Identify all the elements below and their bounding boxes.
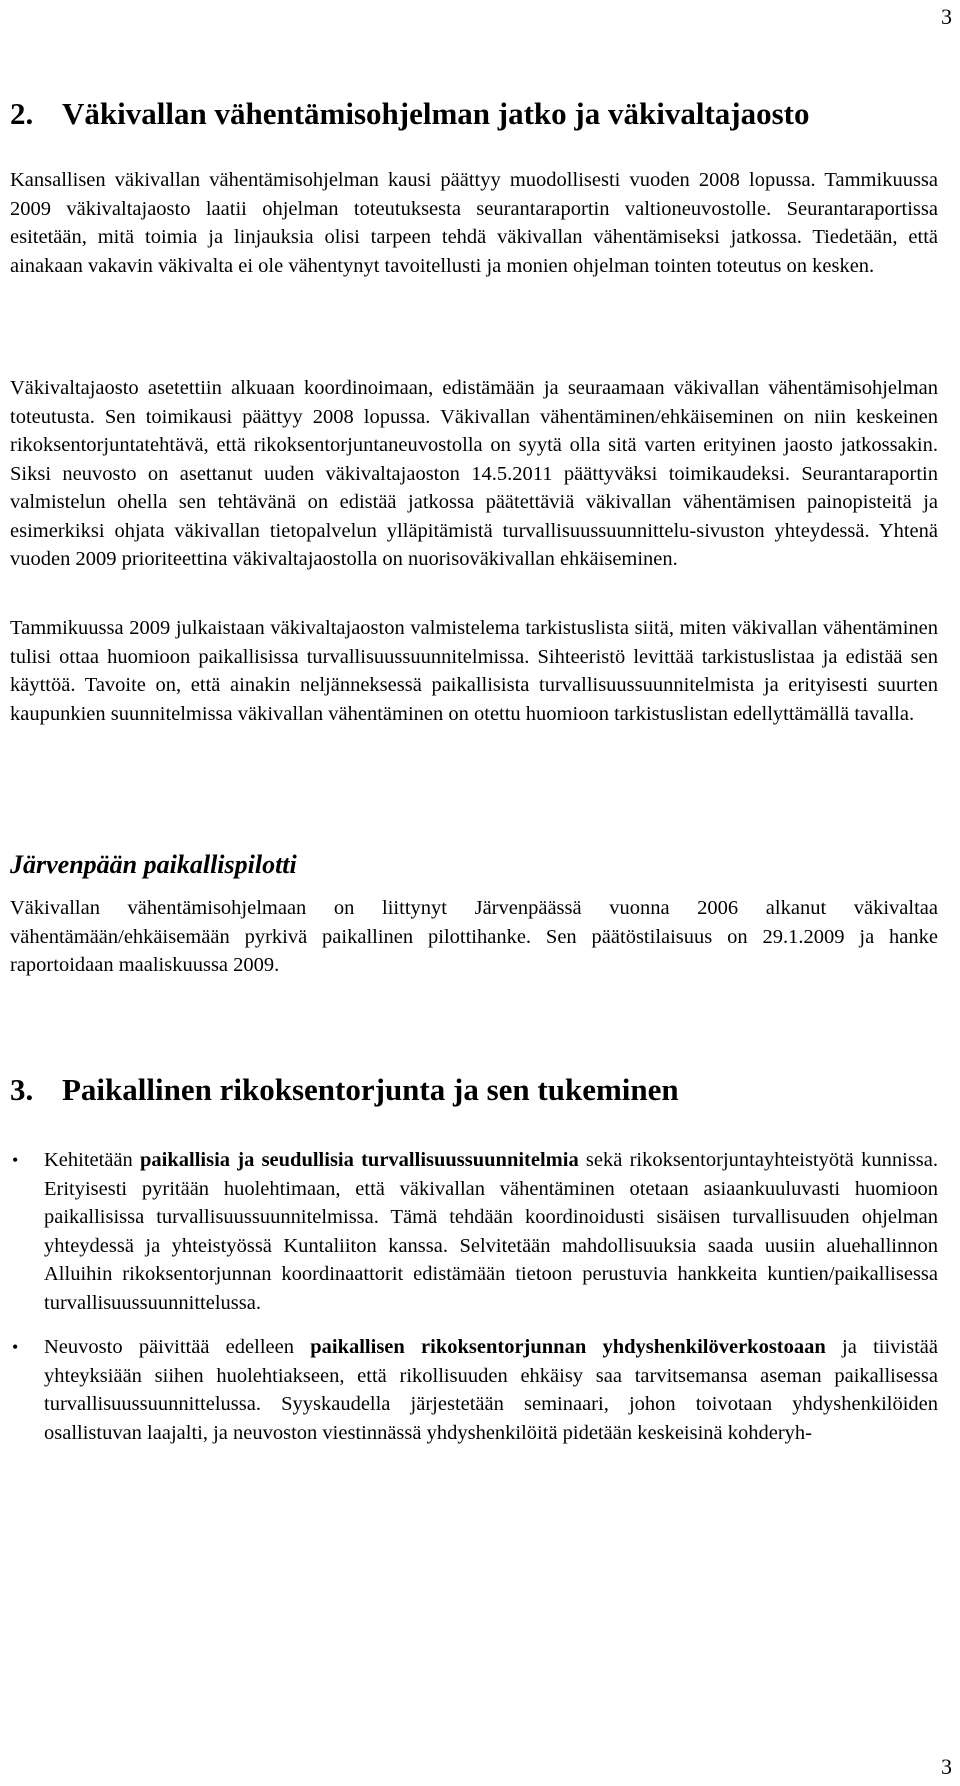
page-number-bottom: 3 (941, 1754, 952, 1779)
paragraph-violence-subcommittee: Väkivaltajaosto asetettiin alkuaan koordinoimaan, edistämään ja seuraamaan väkivallan vähentämisohjelman toteutusta. Sen toimikausi päättyy 2008 lopussa. Väkivallan vähentäminen/ehkäiseminen on niin keskeinen rikoksentorjuntatehtävä, että rikoksentorjuntaneuvostolla on syytä olla sitä varten erityinen jaosto jatkossakin. Siksi neuvosto on asettanut uuden väkivaltajaoston 14.5.2011 päättyväksi toimikaudeksi. Seurantaraportin valmistelun ohella sen tehtävänä on edistää jatkossa päätettäviä väkivallan vähentämisen painopisteitä ja esimerkiksi ohjata väkivallan tietopalvelun ylläpitämistä turvallisuussuunnittelu-sivuston yhteydessä. Yhtenä vuoden 2009 prioriteettina väkivaltajaostolla on nuorisoväkivallan ehkäiseminen. (10, 377, 938, 570)
paragraph-checklist: Tammikuussa 2009 julkaistaan väkivaltajaoston valmistelema tarkistuslista siitä, miten väkivallan vähentäminen tulisi ottaa huomioon paikallisissa turvallisuussuunnitelmissa. Sihteeristö levittää tarkistuslistaa ja edistää sen käyttöä. Tavoite on, että ainakin neljänneksessä paikallisista turvallisuussuunnitelmista ja erityisesti suurten kaupunkien suunnitelmissa väkivallan vähentäminen on otettu huomioon tarkistuslistan edellyttämällä tavalla. (10, 617, 938, 725)
bullet-text-before: Kehitetään (44, 1149, 141, 1171)
section-2-title: Väkivallan vähentämisohjelman jatko ja väkivaltajaosto (62, 96, 810, 131)
section-2-number: 2. (10, 96, 34, 131)
paragraph-jarvenpaa-pilot: Väkivallan vähentämisohjelmaan on liittynyt Järvenpäässä vuonna 2006 alkanut väkivaltaa vähentämään/ehkäisemään pyrkivä paikallinen pilottihanke. Sen päätöstilaisuus on 29.1.2009 ja hanke raportoidaan maaliskuussa 2009. (10, 897, 938, 976)
bullet-text-after: sekä rikoksentorjuntayhteistyötä kunnissa. Erityisesti pyritään huolehtimaan, että väkivallan vähentäminen otetaan asiaankuuluvasti huomioon paikallisissa turvallisuussuunnitelmissa. Tämä tehdään koordinoidusti sisäisen turvallisuuden ohjelman yhteydessä ja yhteistyössä Kuntaliiton kanssa. Selvitetään mahdollisuuksia saada uusiin aluehallinnon Alluihin rikoksentorjunnan koordinaattorit edistämään tietoon perustuvia hankkeita kuntien/paikallisessa turvallisuussuunnittelussa. (44, 1149, 939, 1314)
bullet-icon: • (12, 1150, 19, 1170)
bullet-text-bold: paikallisen rikoksentorjunnan yhdyshenkilöverkostoaan (310, 1336, 826, 1358)
section-3-title: Paikallinen rikoksentorjunta ja sen tukeminen (62, 1072, 679, 1107)
bullet-text-bold: paikallisia ja seudullisia turvallisuussuunnitelmia (140, 1149, 579, 1171)
bullet-text-before: Neuvosto päivittää edelleen (44, 1336, 311, 1358)
page-number-top: 3 (941, 4, 952, 29)
bullet-list (10, 1146, 938, 1463)
bullet-text-after: ja tiivistää yhteyksiään siihen huolehtiakseen, että rikollisuuden ehkäisy saa tarvitsemansa aseman paikallisessa turvallisuussuunnittelussa. Syyskaudella järjestetään seminaari, johon toivotaan yhdyshenkilöiden osallistuvan laajalti, ja neuvoston viestinnässä yhdyshenkilöitä pidetään keskeisinä kohderyh- (44, 1336, 938, 1444)
bullet-item-safety-plans (10, 1146, 938, 1317)
subheading-jarvenpaa-pilot: Järvenpään paikallispilotti (10, 850, 297, 879)
section-3-heading (10, 1072, 679, 1108)
section-3-number: 3. (10, 1072, 34, 1107)
bullet-item-contact-network (10, 1333, 938, 1447)
paragraph-programme-period: Kansallisen väkivallan vähentämisohjelman kausi päättyy muodollisesti vuoden 2008 lopussa. Tammikuussa 2009 väkivaltajaosto laatii ohjelman toteutuksesta seurantaraportin valtioneuvostolle. Seurantaraportissa esitetään, mitä toimia ja linjauksia olisi tarpeen tehdä väkivallan vähentämiseksi jatkossa. Tiedetään, että ainakaan vakavin väkivalta ei ole vähentynyt tavoitellusti ja monien ohjelman tointen toteutus on kesken. (10, 169, 938, 277)
section-2-heading (10, 96, 809, 132)
bullet-icon: • (12, 1337, 19, 1357)
